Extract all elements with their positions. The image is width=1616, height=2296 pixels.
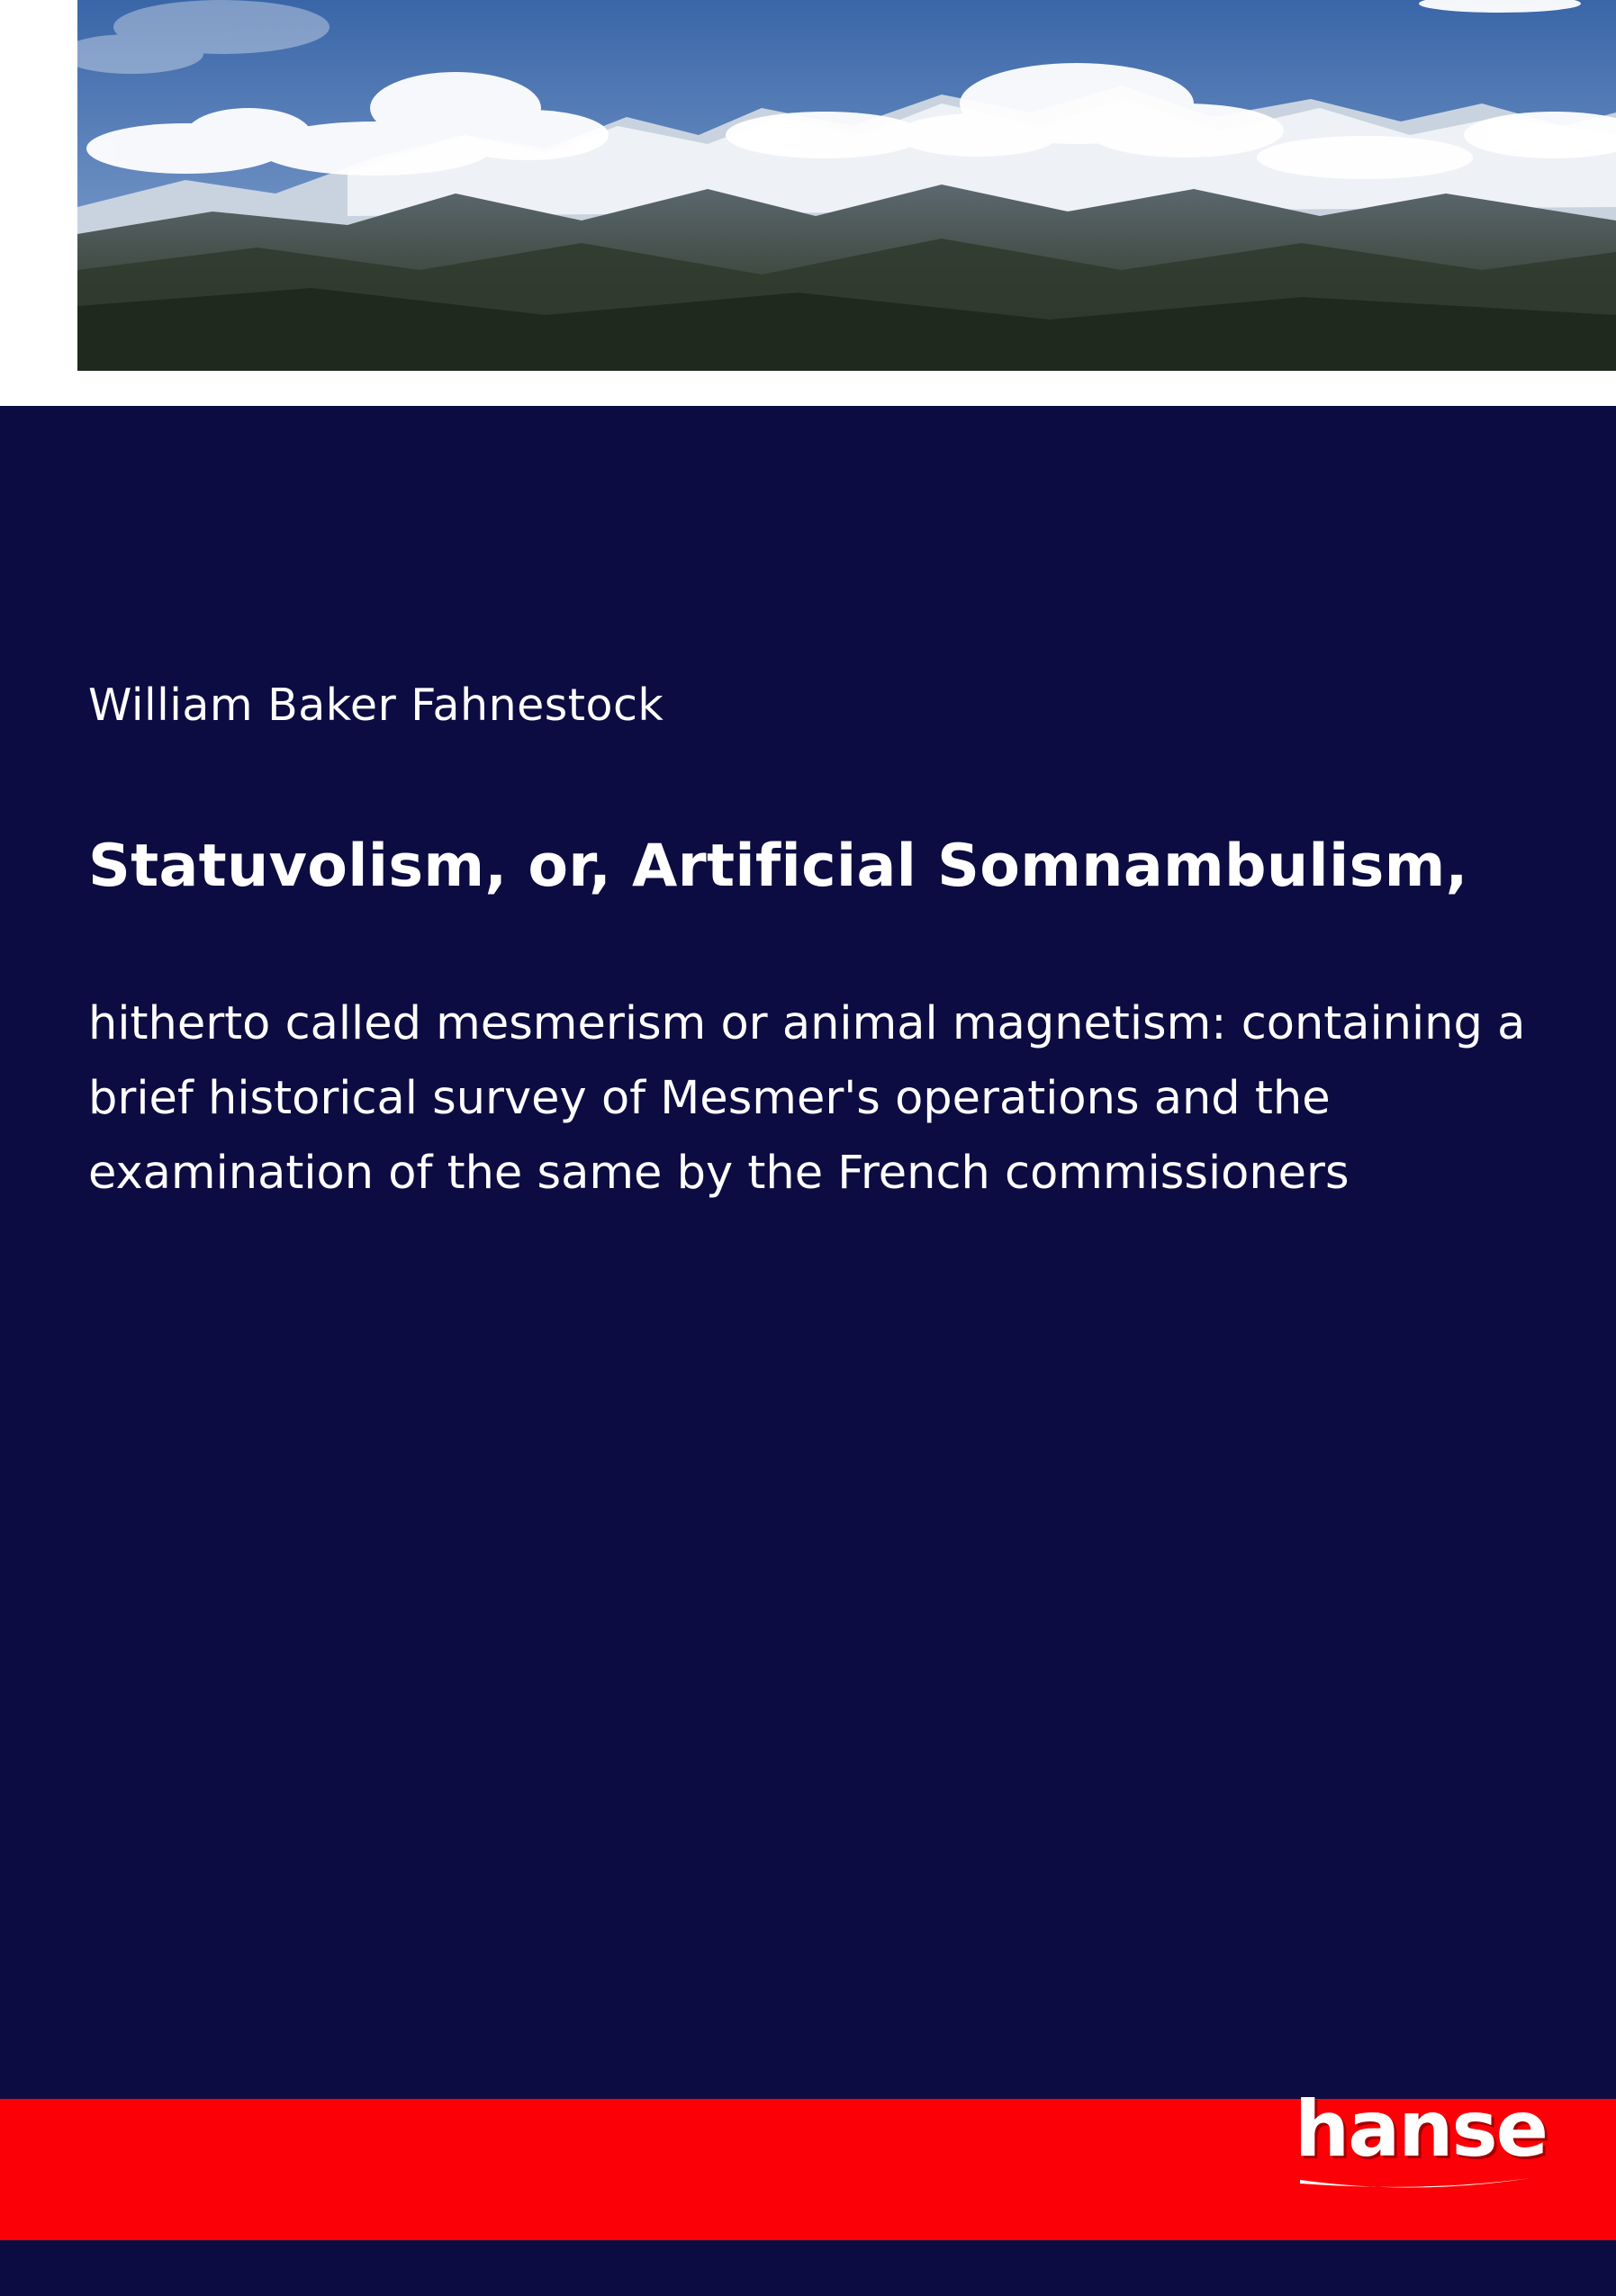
book-subtitle: hitherto called mesmerism or animal magnetism: containing a brief historical survey of Mesmer's operations and the examination of the same by the French commissioners bbox=[88, 997, 1526, 1200]
cover-body bbox=[0, 406, 1616, 2099]
bottom-band bbox=[0, 2240, 1616, 2296]
publisher-logo bbox=[1295, 2084, 1547, 2201]
publisher-logo-text: hanse bbox=[1295, 2084, 1547, 2174]
cover-photo-mountain-panorama bbox=[77, 0, 1616, 371]
top-white-band bbox=[0, 0, 1616, 406]
author-name: William Baker Fahnestock bbox=[88, 680, 664, 731]
logo-swoosh-icon bbox=[1298, 2174, 1532, 2194]
book-title: Statuvolism, or, Artificial Somnambulism, bbox=[88, 833, 1468, 900]
